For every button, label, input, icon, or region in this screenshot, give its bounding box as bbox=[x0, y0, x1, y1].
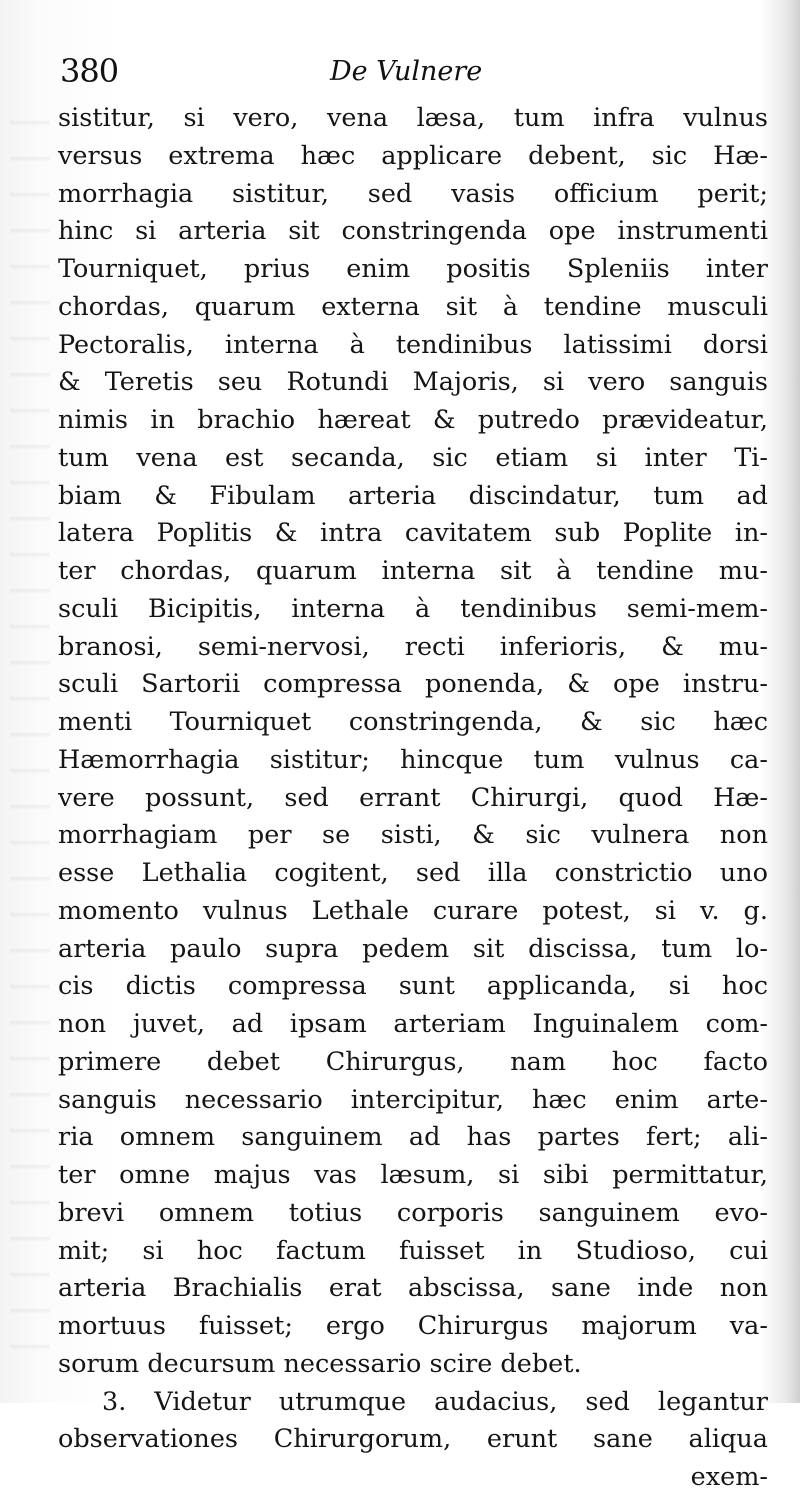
bleed-through-shadow bbox=[10, 90, 50, 1370]
text-line: sanguis necessario intercipitur, hæc enim arte- bbox=[58, 1084, 768, 1115]
text-line: & Teretis seu Rotundi Majoris, si vero sanguis bbox=[58, 367, 768, 398]
text-line: arteria Brachialis erat abscissa, sane inde non bbox=[58, 1273, 768, 1304]
body-text bbox=[58, 100, 768, 1497]
page-number: 380 bbox=[60, 52, 119, 90]
text-line: mit; si hoc factum fuisset in Studioso, cui bbox=[58, 1235, 768, 1266]
text-line: biam & Fibulam arteria discindatur, tum ad bbox=[58, 480, 768, 511]
text-line: ria omnem sanguinem ad has partes fert; ali- bbox=[58, 1122, 768, 1153]
text-line: chordas, quarum externa sit à tendine musculi bbox=[58, 291, 768, 322]
text-line: Pectoralis, interna à tendinibus latissimi dorsi bbox=[58, 329, 768, 360]
text-line: sculi Bicipitis, interna à tendinibus semi-mem- bbox=[58, 593, 768, 624]
text-line: observationes Chirurgorum, erunt sane aliqua bbox=[58, 1424, 768, 1455]
text-line: menti Tourniquet constringenda, & sic hæc bbox=[58, 707, 768, 737]
text-line: mortuus fuisset; ergo Chirurgus majorum va- bbox=[58, 1311, 768, 1341]
page-header bbox=[60, 52, 780, 102]
text-line: versus extrema hæc applicare debent, sic Hæ- bbox=[58, 140, 768, 171]
text-line: momento vulnus Lethale curare potest, si v. g. bbox=[58, 895, 768, 926]
text-line: Hæmorrhagia sistitur; hincque tum vulnus ca- bbox=[58, 744, 768, 775]
text-line: brevi omnem totius corporis sanguinem evo- bbox=[58, 1197, 768, 1228]
text-line: hinc si arteria sit constringenda ope instrumenti bbox=[58, 216, 768, 247]
text-line: sorum decursum necessario scire debet. bbox=[58, 1348, 582, 1379]
text-line: sculi Sartorii compressa ponenda, & ope instru- bbox=[58, 669, 768, 700]
catchword: exem- bbox=[690, 1462, 768, 1492]
text-line: non juvet, ad ipsam arteriam Inguinalem com- bbox=[58, 1009, 768, 1039]
text-line: latera Poplitis & intra cavitatem sub Poplite in- bbox=[58, 518, 768, 549]
text-line: morrhagia sistitur, sed vasis officium perit; bbox=[58, 178, 768, 209]
text-line: branosi, semi-nervosi, recti inferioris, & mu- bbox=[58, 631, 768, 662]
text-line: nimis in brachio hæreat & putredo prævideatur, bbox=[58, 405, 768, 435]
text-line: esse Lethalia cogitent, sed illa constrictio uno bbox=[58, 858, 768, 888]
text-line: ter omne majus vas læsum, si sibi permittatur, bbox=[58, 1160, 768, 1190]
text-line: cis dictis compressa sunt applicanda, si hoc bbox=[58, 971, 768, 1002]
text-line: morrhagiam per se sisti, & sic vulnera non bbox=[58, 820, 768, 851]
text-line: tum vena est secanda, sic etiam si inter Ti- bbox=[58, 442, 768, 473]
running-head: De Vulnere bbox=[330, 56, 483, 87]
text-line: primere debet Chirurgus, nam hoc facto bbox=[58, 1046, 768, 1077]
text-line: Tourniquet, prius enim positis Spleniis inter bbox=[58, 254, 768, 284]
text-line: sistitur, si vero, vena læsa, tum infra vulnus bbox=[58, 103, 768, 133]
text-line: vere possunt, sed errant Chirurgi, quod Hæ- bbox=[58, 782, 768, 813]
text-line: ter chordas, quarum interna sit à tendine mu- bbox=[58, 556, 768, 586]
text-line: 3. Videtur utrumque audacius, sed legantur bbox=[102, 1386, 768, 1417]
text-line: arteria paulo supra pedem sit discissa, tum lo- bbox=[58, 933, 768, 964]
